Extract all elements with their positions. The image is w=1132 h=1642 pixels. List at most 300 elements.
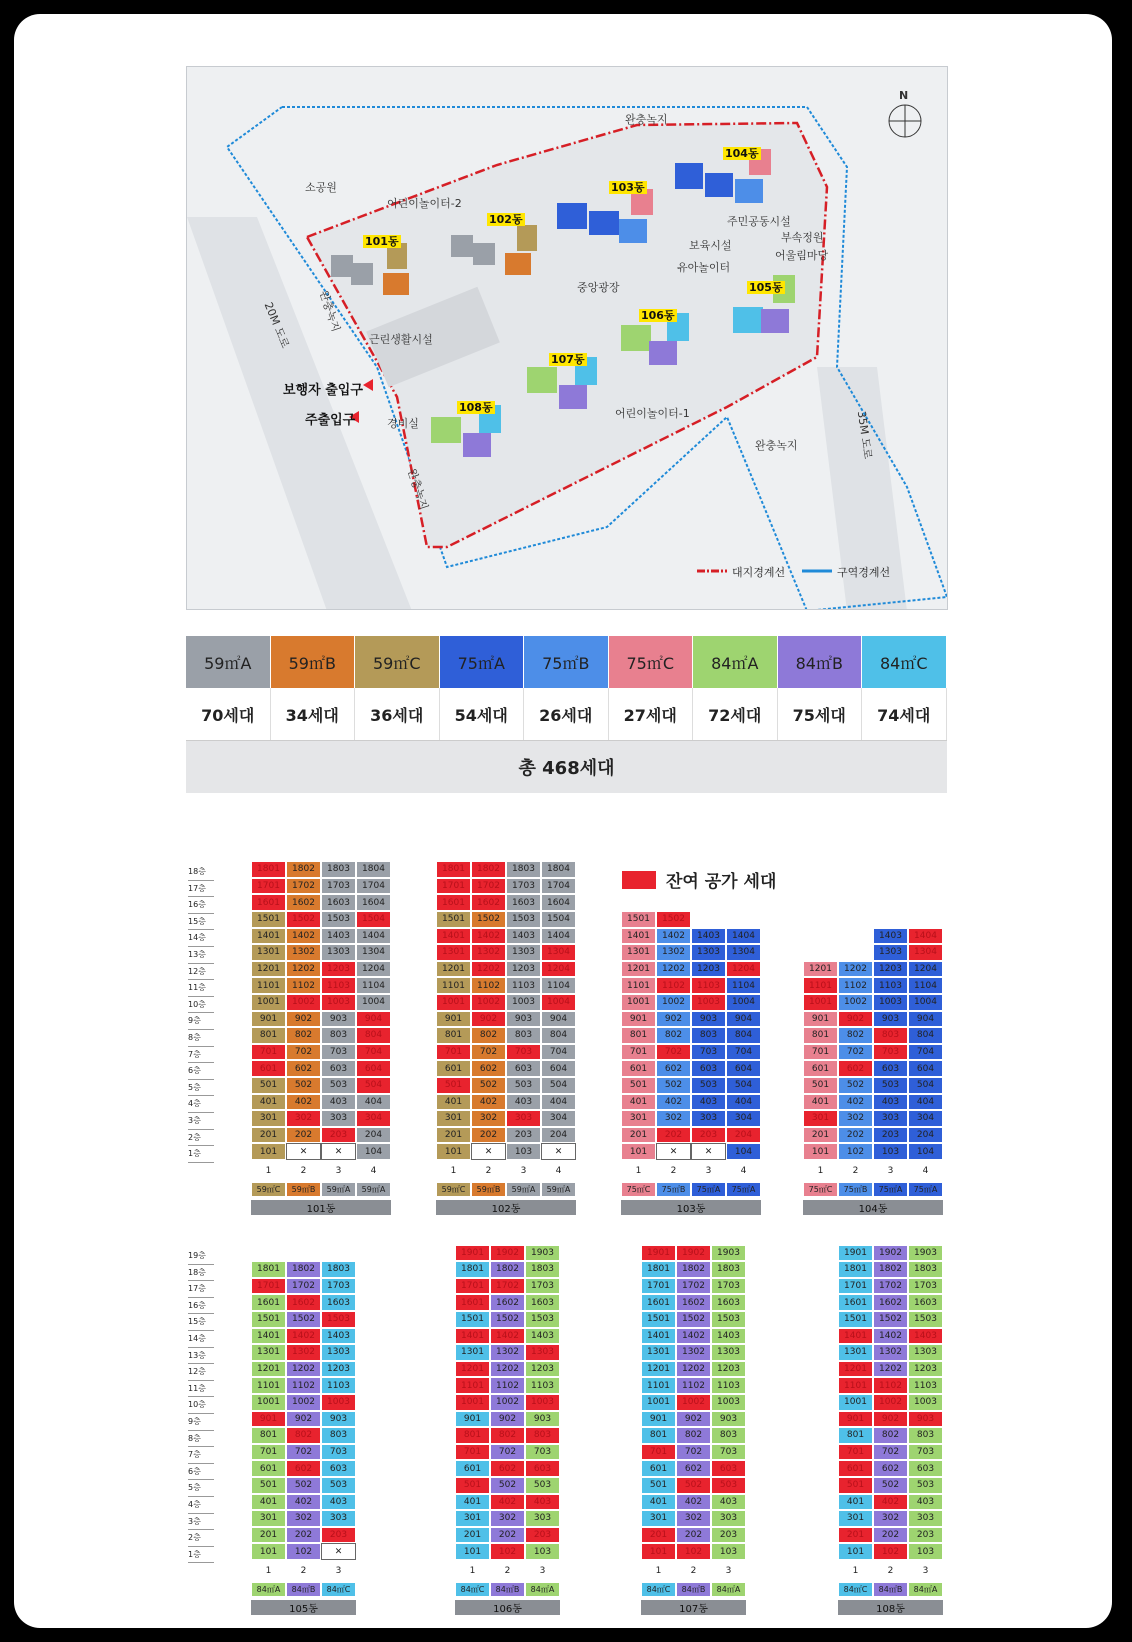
- unit-cell: 1402: [656, 928, 691, 945]
- unit-cell: 802: [838, 1027, 873, 1044]
- unit-cell: 801: [436, 1027, 471, 1044]
- floor-label: 11층: [188, 1381, 214, 1398]
- floor-label: 3층: [188, 1113, 214, 1130]
- floor-label: 16층: [188, 1298, 214, 1315]
- unit-cell: 203: [506, 1127, 541, 1144]
- unit-cell: 402: [490, 1494, 525, 1511]
- unit-cell: 501: [251, 1477, 286, 1494]
- unit-cell: 801: [641, 1427, 676, 1444]
- unit-cell: 402: [676, 1494, 711, 1511]
- unit-cell: 203: [525, 1527, 560, 1544]
- unit-cell: 1502: [676, 1311, 711, 1328]
- map-label: 소공원: [305, 181, 337, 194]
- unit-cell: 901: [436, 1011, 471, 1028]
- unit-cell: 1404: [726, 928, 761, 945]
- line-type-tag: 75㎡A: [691, 1182, 726, 1197]
- unit-cell: 1004: [908, 994, 943, 1011]
- unit-cell: 201: [641, 1527, 676, 1544]
- unit-cell: 1304: [541, 944, 576, 961]
- unit-cell: 1201: [838, 1361, 873, 1378]
- line-type-tag: 75㎡A: [908, 1182, 943, 1197]
- floor-label: 8층: [188, 1431, 214, 1448]
- map-label: 어린이놀이터-1: [615, 407, 690, 420]
- unit-cell: 1103: [506, 977, 541, 994]
- unit-cell: 1701: [251, 1278, 286, 1295]
- floor-label-column: [188, 864, 214, 1163]
- line-type-tag: 84㎡B: [676, 1582, 711, 1597]
- unit-cell: 1002: [490, 1394, 525, 1411]
- unit-cell: 902: [656, 1011, 691, 1028]
- unit-cell: 301: [803, 1110, 838, 1127]
- unit-cell: 303: [321, 1510, 356, 1527]
- unit-cell: 1404: [541, 928, 576, 945]
- building-name: 102동: [436, 1200, 576, 1215]
- unit-cell: 303: [908, 1510, 943, 1527]
- unit-cell: 1602: [873, 1294, 908, 1311]
- unit-cell: 503: [506, 1077, 541, 1094]
- unit-cell: 1401: [455, 1328, 490, 1345]
- unit-cell: 1503: [908, 1311, 943, 1328]
- unit-cell: 301: [641, 1510, 676, 1527]
- unit-cell: 1304: [908, 944, 943, 961]
- line-type-tag: 59㎡A: [541, 1182, 576, 1197]
- unit-cell: 1403: [506, 928, 541, 945]
- unit-cell: 402: [873, 1494, 908, 1511]
- unit-count-row: [186, 688, 947, 741]
- unit-cell: 203: [908, 1527, 943, 1544]
- unit-cell: 1801: [436, 861, 471, 878]
- unit-cell: 1101: [455, 1377, 490, 1394]
- unit-cell: 401: [455, 1494, 490, 1511]
- unit-cell: 1404: [356, 928, 391, 945]
- unit-cell: 1303: [525, 1344, 560, 1361]
- unit-cell: 1102: [838, 977, 873, 994]
- unit-cell: 104: [356, 1143, 391, 1160]
- unit-cell: ✕: [471, 1143, 506, 1160]
- unit-cell: 1104: [908, 977, 943, 994]
- line-type-tag: 59㎡B: [471, 1182, 506, 1197]
- unit-cell: 503: [711, 1477, 746, 1494]
- unit-cell: 302: [286, 1110, 321, 1127]
- map-label: 부속정원: [781, 231, 824, 244]
- unit-cell: 1703: [321, 878, 356, 895]
- floor-label: 11층: [188, 980, 214, 997]
- unit-cell: 301: [251, 1110, 286, 1127]
- unit-cell: 404: [726, 1094, 761, 1111]
- unit-cell: 1401: [251, 928, 286, 945]
- unit-cell: 501: [251, 1077, 286, 1094]
- unit-cell: 1703: [908, 1278, 943, 1295]
- unit-cell: 502: [873, 1477, 908, 1494]
- unit-cell: 1102: [471, 977, 506, 994]
- unit-cell: 1101: [838, 1377, 873, 1394]
- unit-cell: 803: [506, 1027, 541, 1044]
- building-tag-106: 106동: [641, 309, 675, 322]
- line-number: 3: [725, 1566, 732, 1576]
- unit-cell: 1802: [286, 1261, 321, 1278]
- unit-cell: 1803: [908, 1261, 943, 1278]
- unit-type-cell: 75㎡B: [524, 636, 609, 688]
- unit-cell: 1201: [436, 961, 471, 978]
- unit-cell: 1202: [286, 961, 321, 978]
- unit-cell: 1902: [873, 1245, 908, 1262]
- unit-cell: 1102: [286, 1377, 321, 1394]
- unit-cell: 902: [490, 1411, 525, 1428]
- unit-cell: 904: [726, 1011, 761, 1028]
- unit-cell: 503: [321, 1477, 356, 1494]
- unit-cell: 603: [321, 1060, 356, 1077]
- floor-label: 3층: [188, 1514, 214, 1531]
- unit-cell: 1804: [541, 861, 576, 878]
- unit-cell: 702: [471, 1044, 506, 1061]
- building-tag-101: 101동: [365, 235, 399, 248]
- line-type-tag: 59㎡A: [321, 1182, 356, 1197]
- unit-cell: 403: [691, 1094, 726, 1111]
- unit-cell: 602: [471, 1060, 506, 1077]
- unit-cell: 1002: [873, 1394, 908, 1411]
- unit-cell: ✕: [321, 1143, 356, 1160]
- unit-cell: 1603: [506, 894, 541, 911]
- unit-cell: 902: [286, 1411, 321, 1428]
- unit-cell: 704: [726, 1044, 761, 1061]
- unit-cell: 701: [251, 1044, 286, 1061]
- unit-cell: 502: [656, 1077, 691, 1094]
- unit-cell: 1504: [356, 911, 391, 928]
- unit-cell: 601: [621, 1060, 656, 1077]
- unit-cell: 802: [286, 1427, 321, 1444]
- unit-cell: 1201: [621, 961, 656, 978]
- building-name: 104동: [803, 1200, 943, 1215]
- unit-cell: 903: [691, 1011, 726, 1028]
- unit-cell: 302: [286, 1510, 321, 1527]
- unit-cell: 1801: [455, 1261, 490, 1278]
- unit-cell: 1101: [803, 977, 838, 994]
- unit-cell: 1302: [656, 944, 691, 961]
- unit-cell: 202: [286, 1127, 321, 1144]
- floor-label: 9층: [188, 1414, 214, 1431]
- unit-cell: 1502: [656, 911, 691, 928]
- unit-cell: 604: [541, 1060, 576, 1077]
- unit-cell: 1303: [691, 944, 726, 961]
- unit-cell: 102: [838, 1143, 873, 1160]
- unit-cell: 1502: [286, 911, 321, 928]
- unit-cell: 1203: [711, 1361, 746, 1378]
- unit-cell: 1302: [286, 1344, 321, 1361]
- unit-type-cell: 75㎡A: [440, 636, 525, 688]
- unit-cell: 904: [908, 1011, 943, 1028]
- unit-cell: 703: [321, 1444, 356, 1461]
- unit-cell: 1202: [656, 961, 691, 978]
- unit-cell: 901: [455, 1411, 490, 1428]
- unit-cell: 203: [711, 1527, 746, 1544]
- floor-label: 18층: [188, 864, 214, 881]
- north-label: N: [899, 89, 909, 102]
- unit-count-cell: 75세대: [778, 688, 863, 740]
- unit-cell: 202: [286, 1527, 321, 1544]
- unit-cell: 504: [541, 1077, 576, 1094]
- unit-cell: 703: [525, 1444, 560, 1461]
- unit-cell: 202: [676, 1527, 711, 1544]
- unit-cell: 1002: [676, 1394, 711, 1411]
- unit-cell: 501: [621, 1077, 656, 1094]
- unit-cell: 203: [321, 1127, 356, 1144]
- unit-cell: 1802: [490, 1261, 525, 1278]
- unit-cell: 501: [838, 1477, 873, 1494]
- building-name: 101동: [251, 1200, 391, 1215]
- unit-cell: 301: [838, 1510, 873, 1527]
- unit-cell: 401: [251, 1094, 286, 1111]
- unit-cell: 602: [838, 1060, 873, 1077]
- unit-cell: 1601: [251, 1294, 286, 1311]
- floor-label: 12층: [188, 1364, 214, 1381]
- unit-cell: 103: [525, 1543, 560, 1560]
- unit-cell: 104: [908, 1143, 943, 1160]
- unit-cell: 101: [621, 1143, 656, 1160]
- unit-cell: 402: [471, 1094, 506, 1111]
- vacancy-legend-label: 잔여 공가 세대: [666, 872, 777, 892]
- unit-cell: 302: [676, 1510, 711, 1527]
- unit-cell: 1102: [286, 977, 321, 994]
- unit-cell: 802: [471, 1027, 506, 1044]
- unit-cell: 1004: [541, 994, 576, 1011]
- unit-cell: 601: [251, 1460, 286, 1477]
- unit-cell: 803: [525, 1427, 560, 1444]
- line-type-tag: 75㎡B: [656, 1182, 691, 1197]
- unit-cell: 202: [471, 1127, 506, 1144]
- unit-cell: 101: [251, 1143, 286, 1160]
- floor-label: 7층: [188, 1047, 214, 1064]
- floor-label: 6층: [188, 1464, 214, 1481]
- unit-cell: 903: [711, 1411, 746, 1428]
- unit-cell: 802: [656, 1027, 691, 1044]
- unit-cell: 1202: [838, 961, 873, 978]
- unit-cell: 1203: [873, 961, 908, 978]
- unit-cell: 502: [838, 1077, 873, 1094]
- line-number: 2: [485, 1166, 492, 1176]
- unit-cell: 202: [838, 1127, 873, 1144]
- unit-cell: 1702: [676, 1278, 711, 1295]
- unit-cell: 201: [455, 1527, 490, 1544]
- unit-cell: 701: [251, 1444, 286, 1461]
- unit-cell: 201: [803, 1127, 838, 1144]
- unit-cell: 1103: [321, 1377, 356, 1394]
- unit-cell: 1302: [286, 944, 321, 961]
- unit-cell: 1202: [286, 1361, 321, 1378]
- unit-cell: 1003: [691, 994, 726, 1011]
- unit-cell: 1002: [286, 994, 321, 1011]
- unit-cell: 303: [691, 1110, 726, 1127]
- unit-cell: 1501: [838, 1311, 873, 1328]
- unit-cell: 1404: [908, 928, 943, 945]
- unit-cell: 1803: [506, 861, 541, 878]
- unit-cell: 301: [455, 1510, 490, 1527]
- floor-label: 14층: [188, 1331, 214, 1348]
- unit-cell: 402: [838, 1094, 873, 1111]
- unit-cell: ✕: [656, 1143, 691, 1160]
- line-type-tag: 84㎡B: [873, 1582, 908, 1597]
- unit-cell: 201: [436, 1127, 471, 1144]
- unit-cell: 503: [525, 1477, 560, 1494]
- floor-label: 18층: [188, 1265, 214, 1282]
- unit-cell: 204: [541, 1127, 576, 1144]
- unit-cell: 703: [321, 1044, 356, 1061]
- unit-cell: 1903: [711, 1245, 746, 1262]
- floor-label: 1층: [188, 1146, 214, 1163]
- unit-cell: 1603: [711, 1294, 746, 1311]
- floor-label: 12층: [188, 964, 214, 981]
- legend-site-boundary: 대지경계선: [732, 566, 786, 579]
- floor-label: 13층: [188, 947, 214, 964]
- unit-cell: 201: [251, 1527, 286, 1544]
- floor-label: 7층: [188, 1447, 214, 1464]
- unit-cell: 1204: [908, 961, 943, 978]
- unit-cell: 1802: [873, 1261, 908, 1278]
- unit-cell: 1202: [676, 1361, 711, 1378]
- unit-cell: 1903: [908, 1245, 943, 1262]
- unit-cell: 1603: [321, 894, 356, 911]
- unit-cell: 1702: [873, 1278, 908, 1295]
- unit-cell: 303: [506, 1110, 541, 1127]
- unit-count-cell: 54세대: [440, 688, 525, 740]
- line-type-tag: 59㎡A: [356, 1182, 391, 1197]
- unit-cell: 801: [838, 1427, 873, 1444]
- unit-cell: 1902: [490, 1245, 525, 1262]
- unit-cell: 1503: [711, 1311, 746, 1328]
- unit-cell: 402: [656, 1094, 691, 1111]
- line-number: 2: [670, 1166, 677, 1176]
- unit-cell: 1001: [251, 994, 286, 1011]
- total-households: 총 468세대: [186, 741, 947, 793]
- floor-label: 10층: [188, 1397, 214, 1414]
- line-number: 2: [300, 1566, 307, 1576]
- unit-cell: 1004: [726, 994, 761, 1011]
- unit-cell: 801: [621, 1027, 656, 1044]
- unit-cell: 502: [676, 1477, 711, 1494]
- map-label: 완충녹지: [755, 439, 798, 452]
- line-number: 3: [705, 1166, 712, 1176]
- unit-cell: 601: [436, 1060, 471, 1077]
- unit-cell: 1303: [506, 944, 541, 961]
- unit-cell: 1603: [908, 1294, 943, 1311]
- unit-cell: 703: [691, 1044, 726, 1061]
- floor-label: 17층: [188, 881, 214, 898]
- unit-cell: 1403: [711, 1328, 746, 1345]
- building-name: 105동: [251, 1600, 356, 1615]
- unit-cell: 1401: [436, 928, 471, 945]
- unit-cell: 503: [873, 1077, 908, 1094]
- unit-cell: 702: [490, 1444, 525, 1461]
- building-name: 106동: [455, 1600, 560, 1615]
- unit-cell: 1201: [803, 961, 838, 978]
- floor-label: 4층: [188, 1497, 214, 1514]
- unit-cell: 803: [711, 1427, 746, 1444]
- unit-cell: 1801: [838, 1261, 873, 1278]
- unit-cell: 1001: [838, 1394, 873, 1411]
- pedestrian-entrance-label: 보행자 출입구: [283, 383, 363, 398]
- unit-count-cell: 74세대: [862, 688, 947, 740]
- line-type-tag: 84㎡C: [455, 1582, 490, 1597]
- unit-cell: 1204: [356, 961, 391, 978]
- unit-cell: 802: [490, 1427, 525, 1444]
- unit-cell: 803: [908, 1427, 943, 1444]
- line-type-tag: 75㎡B: [838, 1182, 873, 1197]
- unit-cell: 1801: [641, 1261, 676, 1278]
- unit-cell: 902: [471, 1011, 506, 1028]
- unit-cell: 701: [838, 1444, 873, 1461]
- unit-cell: 1104: [356, 977, 391, 994]
- line-number: 1: [635, 1166, 642, 1176]
- unit-cell: 702: [286, 1044, 321, 1061]
- unit-cell: 701: [803, 1044, 838, 1061]
- unit-cell: 903: [908, 1411, 943, 1428]
- unit-cell: 304: [541, 1110, 576, 1127]
- unit-cell: 1803: [525, 1261, 560, 1278]
- unit-cell: 704: [541, 1044, 576, 1061]
- line-number: 3: [335, 1166, 342, 1176]
- unit-cell: 1302: [676, 1344, 711, 1361]
- floor-label: 5층: [188, 1080, 214, 1097]
- unit-cell: 1602: [286, 1294, 321, 1311]
- unit-cell: 1702: [286, 1278, 321, 1295]
- unit-cell: 402: [286, 1494, 321, 1511]
- unit-type-row: [186, 636, 947, 688]
- unit-cell: 701: [621, 1044, 656, 1061]
- unit-cell: 604: [908, 1060, 943, 1077]
- unit-cell: 301: [621, 1110, 656, 1127]
- line-type-tag: 75㎡C: [621, 1182, 656, 1197]
- unit-cell: 901: [621, 1011, 656, 1028]
- unit-cell: 1002: [286, 1394, 321, 1411]
- map-label: 완충녹지: [317, 288, 343, 334]
- unit-cell: 302: [490, 1510, 525, 1527]
- unit-cell: 1402: [471, 928, 506, 945]
- unit-cell: 1304: [356, 944, 391, 961]
- unit-cell: 704: [908, 1044, 943, 1061]
- line-number: 4: [740, 1166, 747, 1176]
- unit-cell: 804: [908, 1027, 943, 1044]
- unit-cell: 604: [356, 1060, 391, 1077]
- unit-cell: 1604: [356, 894, 391, 911]
- unit-cell: 1001: [251, 1394, 286, 1411]
- unit-cell: 1501: [641, 1311, 676, 1328]
- unit-cell: 603: [711, 1460, 746, 1477]
- unit-cell: 704: [356, 1044, 391, 1061]
- unit-cell: 103: [506, 1143, 541, 1160]
- unit-type-cell: 84㎡C: [862, 636, 947, 688]
- unit-cell: 1401: [838, 1328, 873, 1345]
- unit-count-cell: 34세대: [271, 688, 356, 740]
- unit-cell: 1003: [506, 994, 541, 1011]
- unit-cell: 1502: [490, 1311, 525, 1328]
- unit-cell: 403: [321, 1094, 356, 1111]
- unit-cell: 903: [321, 1011, 356, 1028]
- line-number: 2: [887, 1566, 894, 1576]
- unit-cell: 404: [908, 1094, 943, 1111]
- unit-cell: 1302: [490, 1344, 525, 1361]
- line-type-tag: 75㎡C: [803, 1182, 838, 1197]
- unit-cell: 102: [676, 1543, 711, 1560]
- unit-cell: 802: [873, 1427, 908, 1444]
- unit-cell: 1004: [356, 994, 391, 1011]
- line-type-tag: 84㎡A: [711, 1582, 746, 1597]
- unit-cell: 1703: [506, 878, 541, 895]
- unit-cell: 1601: [641, 1294, 676, 1311]
- unit-cell: 1901: [641, 1245, 676, 1262]
- unit-cell: 1103: [525, 1377, 560, 1394]
- unit-cell: 602: [286, 1460, 321, 1477]
- unit-cell: 101: [455, 1543, 490, 1560]
- building-name: 107동: [641, 1600, 746, 1615]
